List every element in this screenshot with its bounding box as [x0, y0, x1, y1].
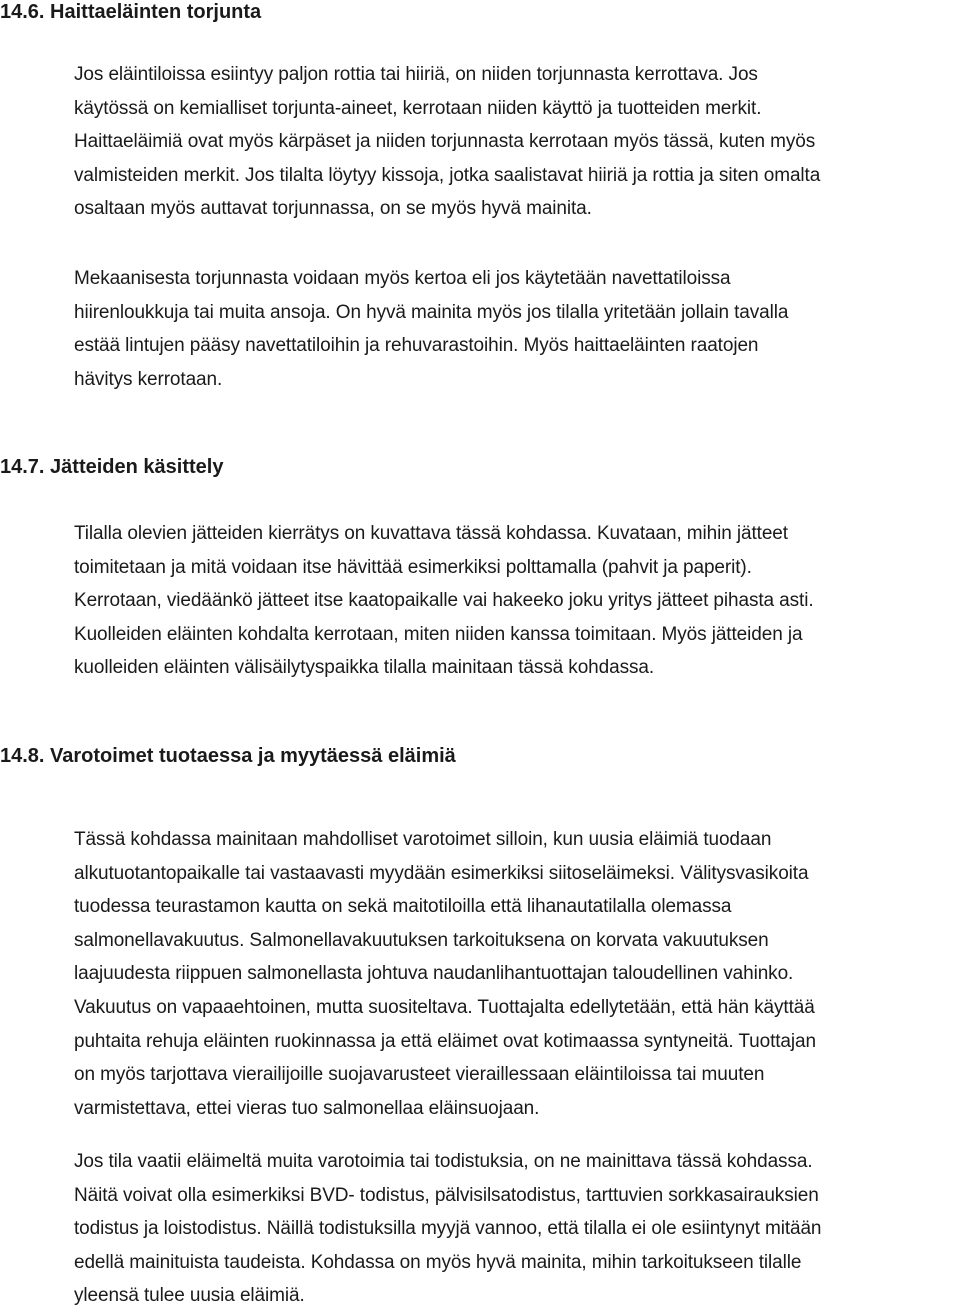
text-line: alkutuotantopaikalle tai vastaavasti myydään esimerkiksi siitoseläimeksi. Välitysvasikoita [74, 862, 809, 884]
text-line: Tässä kohdassa mainitaan mahdolliset varotoimet silloin, kun uusia eläimiä tuodaan [74, 829, 772, 850]
text-line: kuolleiden eläinten välisäilytyspaikka tilalla mainitaan tässä kohdassa. [74, 657, 655, 679]
text-line: osaltaan myös auttavat torjunnassa, on se myös hyvä mainita. [74, 198, 592, 220]
text-line: käytössä on kemialliset torjunta-aineet, kerrotaan niiden käyttö ja tuotteiden merkit. [74, 97, 762, 119]
section-14-8-paragraph-2 [74, 1145, 954, 1313]
section-heading-14-8: 14.8. Varotoimet tuotaessa ja myytäessä eläimiä [0, 745, 456, 767]
text-line: puhtaita rehuja eläinten ruokinnassa ja että eläimet ovat kotimaassa syntyneitä. Tuottajan [74, 1030, 816, 1052]
text-line: hiirenloukkuja tai muita ansoja. On hyvä mainita myös jos tilalla yritetään jollain tavalla [74, 301, 789, 323]
text-line: Jos eläintiloissa esiintyy paljon rottia tai hiiriä, on niiden torjunnasta kerrottava. Jos [74, 64, 758, 85]
section-heading-14-7: 14.7. Jätteiden käsittely [0, 456, 224, 478]
section-14-7-paragraph-1 [74, 517, 954, 685]
text-line: Vakuutus on vapaaehtoinen, mutta suositeltava. Tuottajalta edellytetään, että hän käyttää [74, 996, 815, 1018]
text-line: hävitys kerrotaan. [74, 368, 223, 390]
text-line: laajuudesta riippuen salmonellasta johtuva naudanlihantuottajan taloudellinen vahinko. [74, 963, 794, 985]
text-line: Tilalla olevien jätteiden kierrätys on kuvattava tässä kohdassa. Kuvataan, mihin jätteet [74, 523, 788, 544]
text-line: estää lintujen pääsy navettatiloihin ja rehuvarastoihin. Myös haittaeläinten raatojen [74, 335, 759, 357]
text-line: Haittaeläimiä ovat myös kärpäset ja niiden torjunnasta kerrotaan myös tässä, kuten myös [74, 131, 816, 153]
text-line: valmisteiden merkit. Jos tilalta löytyy kissoja, jotka saalistavat hiiriä ja rottia ja siten omalta [74, 164, 821, 186]
text-line: Kerrotaan, viedäänkö jätteet itse kaatopaikalle vai hakeeko joku yritys jätteet pihasta asti. [74, 590, 814, 612]
text-line: Kuolleiden eläinten kohdalta kerrotaan, miten niiden kanssa toimitaan. Myös jätteiden ja [74, 623, 803, 645]
section-14-6-paragraph-1 [74, 58, 954, 226]
text-line: toimitetaan ja mitä voidaan itse hävittää esimerkiksi polttamalla (pahvit ja paperit). [74, 556, 752, 578]
text-line: salmonellavakuutus. Salmonellavakuutuksen tarkoituksena on korvata vakuutuksen [74, 929, 769, 951]
text-line: on myös tarjottava vierailijoille suojavarusteet vieraillessaan eläintiloissa tai muuten [74, 1064, 765, 1086]
section-heading-14-6: 14.6. Haittaeläinten torjunta [0, 1, 262, 23]
text-line: Näitä voivat olla esimerkiksi BVD- todistus, pälvisilsatodistus, tarttuvien sorkkasairauksien [74, 1184, 819, 1206]
text-line: tuodessa teurastamon kautta on sekä maitotiloilla että lihanautatilalla olemassa [74, 896, 732, 918]
section-14-8-paragraph-1 [74, 823, 954, 1125]
text-line: varmistettava, ettei vieras tuo salmonellaa eläinsuojaan. [74, 1097, 540, 1119]
section-14-6-paragraph-2 [74, 262, 954, 396]
text-line: Jos tila vaatii eläimeltä muita varotoimia tai todistuksia, on ne mainittava tässä kohdassa. [74, 1151, 813, 1172]
text-line: yleensä tulee uusia eläimiä. [74, 1285, 305, 1307]
text-line: todistus ja loistodistus. Näillä todistuksilla myyjä vannoo, että tilalla ei ole esiintynyt mitään [74, 1218, 822, 1240]
text-line: edellä mainituista taudeista. Kohdassa on myös hyvä mainita, mihin tarkoitukseen tilalle [74, 1251, 802, 1273]
text-line: Mekaanisesta torjunnasta voidaan myös kertoa eli jos käytetään navettatiloissa [74, 268, 731, 289]
